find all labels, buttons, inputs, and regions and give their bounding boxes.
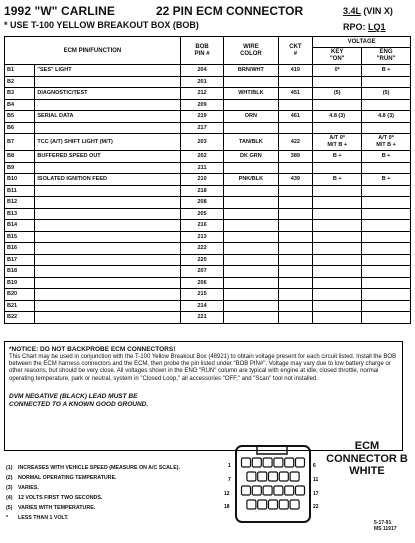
key-on-cell [313,162,362,174]
pin-cell: B2 [5,76,35,88]
key-on-cell [313,76,362,88]
connector-cavity [285,486,294,495]
table-row [5,312,411,324]
bob-pin-header [180,37,223,65]
circuit-cell [278,231,313,243]
bob-pin-cell: 211 [180,162,223,174]
key-on-cell [313,220,362,232]
eng-run-cell [362,122,411,134]
key-on-cell: (5) [313,88,362,100]
circuit-cell [278,185,313,197]
key-on-cell [313,277,362,289]
circuit-cell [278,99,313,111]
eng-header-line2: "RUN" [376,56,396,62]
wire-color-cell: PNK/BLK [224,174,278,186]
function-cell: DIAGNOSTIC/TEST [35,88,180,100]
table-row [5,231,411,243]
pin-cell: B12 [5,197,35,209]
breakout-box-note: * USE T-100 YELLOW BREAKOUT BOX (BOB) [4,20,199,30]
pin-cell: B1 [5,65,35,77]
bob-pin-cell: 213 [180,231,223,243]
wire-header-line1: WIRE [243,43,259,50]
pin-cell: B20 [5,289,35,301]
connector-cavity [263,486,272,495]
circuit-cell [278,266,313,278]
pin-label-22: 22 [313,504,319,510]
wire-color-cell [224,289,278,301]
eng-run-cell [362,300,411,312]
rpo-label: RPO: [343,22,366,32]
eng-value-line1: A/T 0* [378,135,394,141]
connector-cavity [247,500,256,509]
connector-cavity [296,458,305,467]
key-on-cell [313,254,362,266]
function-cell [35,289,180,301]
connector-cavity [258,500,267,509]
table-row [5,289,411,301]
eng-run-header [362,48,411,65]
connector-cavity [242,486,251,495]
table-row [5,208,411,220]
pin-cell: B8 [5,151,35,163]
circuit-cell [278,300,313,312]
pin-cell: B19 [5,277,35,289]
key-on-cell [313,122,362,134]
pin-cell: B18 [5,266,35,278]
function-cell [35,162,180,174]
wire-color-cell [224,266,278,278]
bob-pin-cell: 203 [180,134,223,151]
pin-cell: B4 [5,99,35,111]
function-cell [35,254,180,266]
pin-cell: B9 [5,162,35,174]
footnote-item [6,503,180,513]
table-row [5,162,411,174]
connector-cavity [252,458,261,467]
connector-housing [236,446,310,522]
pin-cell: B17 [5,254,35,266]
connector-label-line3: WHITE [349,465,385,477]
eng-run-cell [362,312,411,324]
function-cell: BUFFERED SPEED OUT [35,151,180,163]
connector-cavity [296,486,305,495]
function-cell: "SES" LIGHT [35,65,180,77]
function-cell [35,300,180,312]
table-row [5,151,411,163]
pin-cell: B14 [5,220,35,232]
eng-run-cell [362,243,411,255]
wire-color-cell [224,312,278,324]
footnote-item [6,513,180,523]
wire-color-cell [224,162,278,174]
bob-header-line1: BOB [195,43,209,50]
wire-color-cell: BRN/WHT [224,65,278,77]
ckt-header-line2: # [293,50,298,57]
table-row [5,122,411,134]
pin-label-17: 17 [313,491,319,497]
wire-color-cell: TAN/BLK [224,134,278,151]
bob-pin-cell: 216 [180,220,223,232]
bob-pin-cell: 212 [180,88,223,100]
key-on-cell [313,185,362,197]
bob-pin-cell: 222 [180,243,223,255]
function-cell: TCC (A/T) SHIFT LIGHT (M/T) [35,134,180,151]
dvm-warning [9,393,398,409]
key-header-line2: "ON" [329,56,345,62]
function-cell [35,243,180,255]
bob-pin-cell: 202 [180,151,223,163]
pin-cell: B7 [5,134,35,151]
connector-title: 22 PIN ECM CONNECTOR [156,4,304,18]
function-cell [35,231,180,243]
footnote-item [6,483,180,493]
dvm-line-2: CONNECTED TO A KNOWN GOOD GROUND. [9,400,149,408]
pin-cell: B21 [5,300,35,312]
footnote-item [6,493,180,503]
key-on-cell [313,266,362,278]
function-cell: ISOLATED IGNITION FEED [35,174,180,186]
eng-run-cell: B + [362,174,411,186]
function-cell: SERIAL DATA [35,111,180,123]
pin-label-1: 1 [228,463,231,469]
pin-label-6: 6 [313,463,316,469]
eng-run-cell: B + [362,151,411,163]
key-on-cell [313,300,362,312]
bob-pin-cell: 219 [180,111,223,123]
rpo-value: LQ1 [368,22,386,32]
connector-diagram [216,444,326,526]
table-row [5,174,411,186]
bob-pin-cell: 220 [180,254,223,266]
connector-cavity [269,500,278,509]
circuit-cell [278,277,313,289]
eng-run-cell: (5) [362,88,411,100]
wire-color-cell: WHT/BLK [224,88,278,100]
bob-pin-cell: 221 [180,312,223,324]
footnote-text: VARIES. [18,485,39,491]
connector-cavity [258,472,267,481]
pin-cell: B16 [5,243,35,255]
circuit-cell [278,162,313,174]
key-value-line2: M/T B + [327,142,348,148]
connector-cavity [285,458,294,467]
pin-cell: B11 [5,185,35,197]
function-cell [35,277,180,289]
connector-cavity [290,472,299,481]
wire-color-cell [224,300,278,312]
pin-cell: B13 [5,208,35,220]
bob-pin-cell: 206 [180,277,223,289]
rpo-info [343,22,386,32]
wire-color-cell: ORN [224,111,278,123]
eng-run-cell [362,76,411,88]
eng-run-cell [362,277,411,289]
function-cell [35,185,180,197]
bob-header-line2: PIN # [194,50,210,57]
table-row [5,197,411,209]
table-row [5,300,411,312]
table-row [5,185,411,197]
footnote-text: LESS THAN 1 VOLT. [18,515,69,521]
wire-color-cell [224,231,278,243]
pin-label-12: 12 [224,491,230,497]
footnote-number: (3) [6,485,13,491]
bob-pin-cell: 217 [180,122,223,134]
connector-cavity [269,472,278,481]
key-header-line1: KEY [331,49,344,55]
table-row [5,99,411,111]
wire-color-cell [224,220,278,232]
connector-cavity [274,458,283,467]
table-row [5,76,411,88]
bob-pin-cell: 214 [180,300,223,312]
eng-header-line1: ENG [379,49,393,55]
key-on-cell [313,134,362,151]
circuit-cell: 451 [278,88,313,100]
carline-title: 1992 "W" CARLINE [4,4,116,18]
function-cell [35,208,180,220]
eng-run-cell [362,266,411,278]
circuit-cell: 461 [278,111,313,123]
footnote-number: (4) [6,495,13,501]
eng-value-line2: M/T B + [376,142,396,148]
wire-color-cell [224,99,278,111]
notice-heading: *NOTICE: DO NOT BACKPROBE ECM CONNECTORS! [9,346,176,353]
pin-label-7: 7 [228,477,231,483]
eng-run-cell [362,134,411,151]
circuit-cell: 389 [278,151,313,163]
eng-run-cell: B + [362,65,411,77]
bob-pin-cell: 210 [180,174,223,186]
footnote-text: VARIES WITH TEMPERATURE. [18,505,96,511]
footnote-number: (5) [6,505,13,511]
table-row [5,65,411,77]
wire-color-cell [224,254,278,266]
footnote-text: INCREASES WITH VEHICLE SPEED (MEASURE ON A/C SCALE). [18,465,180,471]
wire-color-cell [224,243,278,255]
eng-run-cell [362,254,411,266]
bob-pin-cell: 201 [180,76,223,88]
connector-cavity [279,500,288,509]
footnote-text: 12 VOLTS FIRST TWO SECONDS. [18,495,103,501]
connector-cavity [252,486,261,495]
table-row [5,266,411,278]
function-cell [35,122,180,134]
pin-label-11: 11 [313,477,319,483]
table-row [5,254,411,266]
eng-run-cell [362,162,411,174]
revision-date: 5-17-91 [374,520,392,526]
function-cell [35,76,180,88]
connector-cavity [279,472,288,481]
table-row [5,134,411,151]
eng-run-cell: 4.8 (3) [362,111,411,123]
connector-cavity [274,486,283,495]
eng-run-cell [362,289,411,301]
eng-run-cell [362,185,411,197]
function-cell [35,99,180,111]
dvm-line-1: DVM NEGATIVE (BLACK) LEAD MUST BE [9,392,138,400]
circuit-cell [278,243,313,255]
table-row [5,220,411,232]
wire-color-cell [224,197,278,209]
eng-run-cell [362,197,411,209]
circuit-cell: 439 [278,174,313,186]
circuit-header [278,37,313,65]
wire-color-cell [224,208,278,220]
footnote-text: NORMAL OPERATING TEMPERATURE. [18,475,117,481]
circuit-cell [278,197,313,209]
key-on-cell [313,231,362,243]
revision-code: MS 11917 [374,526,397,532]
pin-cell: B3 [5,88,35,100]
table-row [5,88,411,100]
function-header: ECM PIN/FUNCTION [5,37,181,65]
footnote-item [6,473,180,483]
key-on-cell [313,243,362,255]
pin-cell: B6 [5,122,35,134]
bob-pin-cell: 218 [180,185,223,197]
circuit-cell [278,76,313,88]
key-on-cell [313,208,362,220]
key-on-cell: B + [313,174,362,186]
wire-color-cell [224,122,278,134]
ckt-header-line1: CKT [289,43,302,50]
connector-label [324,440,410,478]
connector-cavity [242,458,251,467]
wire-color-cell [224,185,278,197]
wire-color-cell [224,76,278,88]
revision-stamp [374,520,397,532]
circuit-cell [278,122,313,134]
engine-size: 3.4L [343,6,361,16]
circuit-cell [278,208,313,220]
key-on-header [313,48,362,65]
vin-code: (VIN X) [363,6,393,16]
voltage-header: VOLTAGE [313,37,411,48]
bob-pin-cell: 205 [180,208,223,220]
notice-box [4,341,403,451]
footnote-item [6,463,180,473]
key-value-line1: A/T 0* [329,135,345,141]
footnote-number: * [6,515,9,521]
key-on-cell [313,99,362,111]
pin-cell: B10 [5,174,35,186]
pin-cell: B15 [5,231,35,243]
wire-color-header [224,37,278,65]
circuit-cell [278,312,313,324]
table-row [5,111,411,123]
pin-cell: B22 [5,312,35,324]
pin-cell: B5 [5,111,35,123]
bob-pin-cell: 208 [180,197,223,209]
footnote-number: (2) [6,475,13,481]
pin-label-18: 18 [224,504,230,510]
connector-cavity [247,472,256,481]
connector-cavity [290,500,299,509]
notice-body: This Chart may be used in conjunction with the T-100 Yellow Breakout Box (48921) to obtain voltage present for each circuit listed. Install the BOB between the ECM harness connectors and the ECM, then probe the pin listed under "BOB PIN#". Voltage may vary due to low battery charge or other reasons, but should be very close. All voltages shown in the ENG "RUN" column are typical with engine at idle, closed throttle, normal operating temperature, park or neutral, system in "Closed Loop," all accessories "OFF," and "Scan" tool not installed. [9,354,397,382]
eng-run-cell [362,220,411,232]
function-cell [35,220,180,232]
key-on-cell [313,312,362,324]
key-on-cell: B + [313,151,362,163]
pin-table [4,36,411,324]
connector-label-line2: CONNECTOR B [326,452,408,465]
table-row [5,277,411,289]
bob-pin-cell: 215 [180,289,223,301]
eng-run-cell [362,208,411,220]
connector-latch [257,446,287,454]
function-cell [35,312,180,324]
wire-color-cell [224,277,278,289]
bob-pin-cell: 204 [180,65,223,77]
cavity-grid [242,458,305,509]
key-on-cell: 4.8 (3) [313,111,362,123]
key-on-cell: 0* [313,65,362,77]
circuit-cell [278,220,313,232]
connector-cavity [263,458,272,467]
circuit-cell: 419 [278,65,313,77]
eng-run-cell [362,99,411,111]
bob-pin-cell: 207 [180,266,223,278]
footnotes [6,463,180,523]
table-row [5,243,411,255]
bob-pin-cell: 209 [180,99,223,111]
circuit-cell [278,254,313,266]
key-on-cell [313,289,362,301]
wire-header-line2: COLOR [240,50,262,57]
wire-color-cell: DK GRN [224,151,278,163]
function-cell [35,197,180,209]
key-on-cell [313,197,362,209]
engine-info [343,6,393,16]
footnote-number: (1) [6,465,13,471]
function-cell [35,266,180,278]
connector-label-line1: ECM [354,440,380,452]
circuit-cell [278,289,313,301]
eng-run-cell [362,231,411,243]
circuit-cell: 422 [278,134,313,151]
